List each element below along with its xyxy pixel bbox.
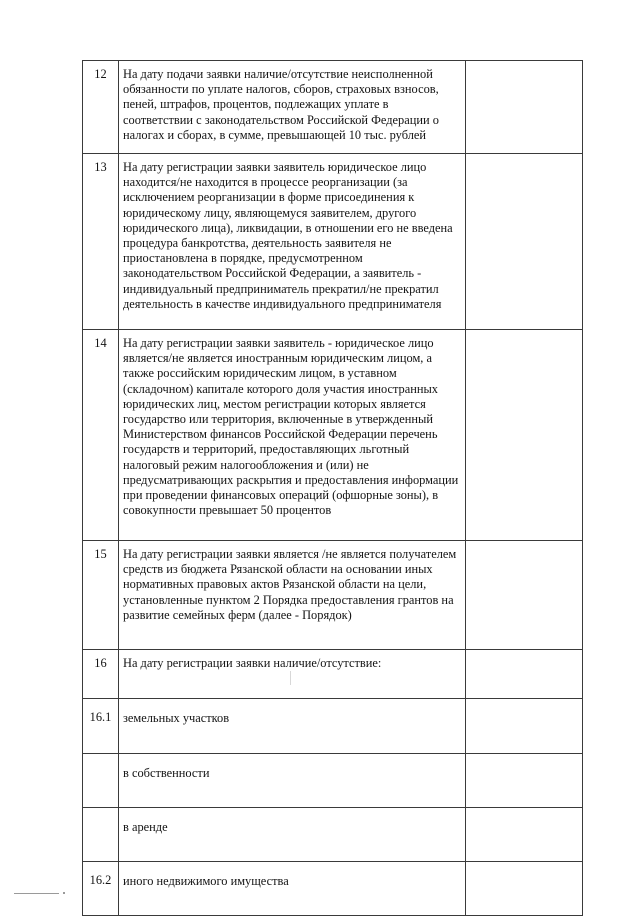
row-text: в аренде	[119, 808, 466, 862]
row-text: земельных участков	[119, 699, 466, 754]
value-cell	[466, 154, 583, 330]
row-text: На дату регистрации заявки является /не является получателем средств из бюджета Рязанской области на основании иных нормативных правовых актов Рязанской области на цели, установленные пунктом 2 Порядка предоставления грантов на развитие семейных ферм (далее - Порядок)	[119, 541, 466, 650]
table-row	[83, 650, 583, 699]
table-row	[83, 61, 583, 154]
scan-artifact	[290, 671, 291, 685]
row-number: 12	[83, 61, 119, 154]
requirements-table	[82, 60, 583, 916]
row-text: иного недвижимого имущества	[119, 862, 466, 916]
table-row	[83, 541, 583, 650]
table-row	[83, 699, 583, 754]
table-row	[83, 330, 583, 541]
row-text: в собственности	[119, 754, 466, 808]
footer-mark	[63, 892, 65, 894]
footer-rule	[14, 893, 59, 894]
row-number: 16	[83, 650, 119, 699]
row-text: На дату регистрации заявки заявитель - юридическое лицо является/не является иностранным юридическим лицом, а также российским юридическим лицом, в уставном (складочном) капитале которого доля участия иностранных юридических лиц, местом регистрации которых является государство или территория, включенные в утвержденный Министерством финансов Российской Федерации перечень государств и территорий, предоставляющих льготный налоговый режим налогообложения и (или) не предусматривающих раскрытия и предоставления информации при проведении финансовых операций (офшорные зоны), в совокупности превышает 50 процентов	[119, 330, 466, 541]
row-number: 13	[83, 154, 119, 330]
row-number: 15	[83, 541, 119, 650]
value-cell	[466, 699, 583, 754]
table-row	[83, 808, 583, 862]
table-row	[83, 862, 583, 916]
row-text: На дату регистрации заявки заявитель юридическое лицо находится/не находится в процессе реорганизации (за исключением реорганизации в форме присоединения к юридическому лицу, являющемуся заявителем, другого юридического лица), ликвидации, в отношении его не введена процедура банкротства, деятельность заявителя не приостановлена в порядке, предусмотренном законодательством Российской Федерации, а заявитель - индивидуальный предприниматель прекратил/не прекратил деятельность в качестве индивидуального предпринимателя	[119, 154, 466, 330]
row-number	[83, 808, 119, 862]
table-row	[83, 754, 583, 808]
value-cell	[466, 541, 583, 650]
value-cell	[466, 61, 583, 154]
value-cell	[466, 862, 583, 916]
row-number: 16.2	[83, 862, 119, 916]
row-number: 14	[83, 330, 119, 541]
value-cell	[466, 650, 583, 699]
value-cell	[466, 754, 583, 808]
value-cell	[466, 808, 583, 862]
row-number	[83, 754, 119, 808]
row-text: На дату регистрации заявки наличие/отсутствие:	[119, 650, 466, 699]
row-number: 16.1	[83, 699, 119, 754]
value-cell	[466, 330, 583, 541]
table-row	[83, 154, 583, 330]
row-text: На дату подачи заявки наличие/отсутствие неисполненной обязанности по уплате налогов, сборов, страховых взносов, пеней, штрафов, процентов, подлежащих уплате в соответствии с законодательством Российской Федерации о налогах и сборах, в сумме, превышающей 10 тыс. рублей	[119, 61, 466, 154]
